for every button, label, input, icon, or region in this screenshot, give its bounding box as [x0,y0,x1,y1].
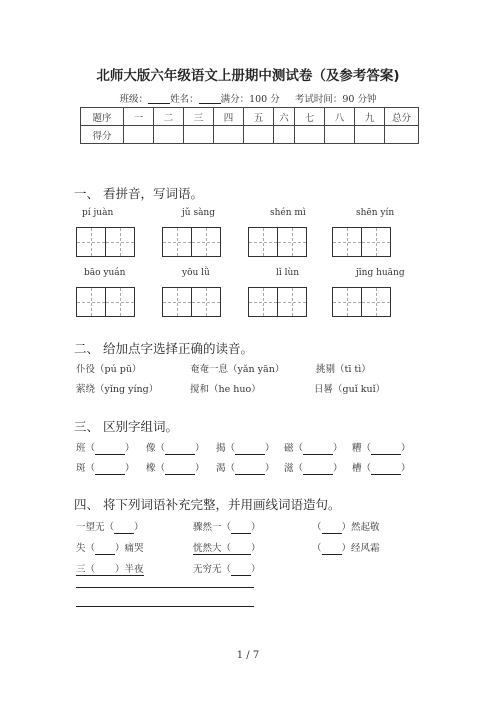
writing-grid[interactable] [162,287,221,317]
underlined-idiom [193,540,231,555]
score-cell[interactable] [154,126,184,144]
idiom-item [193,561,261,576]
reading-text: 役（pú pū） [85,364,142,375]
idiom-text: ） [251,522,261,533]
word-char: 滋（ [284,463,304,474]
idiom-item [312,540,380,555]
score-row [81,126,419,144]
grid-cell[interactable] [105,227,135,257]
idiom-item [312,519,380,534]
idiom-text: 一望无（ [76,522,115,533]
idiom-text: ）痛哭 [115,543,144,554]
grid-cell[interactable] [76,287,106,317]
idiom-text: 无穷无（ [193,564,232,575]
full-label: 满分：100 分 [220,94,280,105]
score-header-cell: 八 [325,108,355,126]
idiom-text: 三（ [76,564,96,575]
idiom-text: ）经风霜 [341,543,380,554]
answer-blank[interactable] [235,443,265,455]
grid-cell[interactable] [248,287,278,317]
word-item [76,460,135,475]
time-label: 考试时间：90 分钟 [294,94,377,105]
score-table [80,107,419,144]
reading-text: 剔（tī tì） [325,364,371,375]
word-item [76,440,135,455]
reading-text: 日 [314,384,324,395]
answer-blank[interactable] [371,463,401,475]
grid-cell[interactable] [191,227,221,257]
underlined-idiom [76,561,144,576]
pinyin-label: shēn yín [356,208,395,218]
idiom-text: ）半夜 [115,564,144,575]
word-item [284,440,343,455]
close-paren: ） [195,463,205,474]
answer-blank[interactable] [303,443,333,455]
answer-blank[interactable] [231,543,251,555]
reading-text: 和（he huo） [199,384,261,395]
section4-heading: 四、 将下列词语补充完整，并用画线词语造句。 [74,497,341,512]
score-header-cell: 六 [274,108,295,126]
grid-cell[interactable] [191,287,221,317]
grid-cell[interactable] [361,287,391,317]
answer-blank[interactable] [165,443,195,455]
word-char: 像（ [146,443,166,454]
grid-cell[interactable] [332,287,362,317]
word-char: 橡（ [146,463,166,474]
class-blank[interactable] [148,92,170,104]
grid-cell[interactable] [162,287,192,317]
close-paren: ） [125,443,135,454]
answer-blank[interactable] [165,463,195,475]
pinyin-label: lǐ lùn [276,268,300,278]
score-header-cell: 四 [214,108,244,126]
reading-item [76,361,141,375]
score-header-cell: 五 [244,108,274,126]
word-item [146,440,205,455]
answer-blank[interactable] [95,443,125,455]
word-char: 糟（ [352,443,372,454]
pinyin-label: jīng huāng [356,268,405,278]
pinyin-label: pí juàn [82,208,114,218]
pinyin-label: shén mì [270,208,306,218]
score-cell[interactable] [184,126,214,144]
pinyin-label: jǔ sàng [182,208,215,218]
close-paren: ） [333,463,343,474]
grid-cell[interactable] [76,227,106,257]
writing-grid[interactable] [248,287,307,317]
name-label: 姓名： [170,94,199,105]
reading-item [314,381,385,395]
close-paren: ） [195,443,205,454]
writing-grid[interactable] [248,227,307,257]
score-header-cell: 总分 [385,108,419,126]
close-paren: ） [265,443,275,454]
score-cell[interactable] [214,126,244,144]
word-char: 班（ [76,443,96,454]
section1-heading: 一、 看拼音，写词语。 [74,186,203,201]
score-cell[interactable] [124,126,154,144]
word-char: 槽（ [352,463,372,474]
pinyin-label: yōu lǜ [182,268,210,278]
answer-blank[interactable] [235,463,265,475]
idiom-text: （ [312,522,322,533]
writing-grid[interactable] [162,227,221,257]
grid-cell[interactable] [277,287,307,317]
score-header-cell: 一 [124,108,154,126]
idiom-item [76,519,144,534]
close-paren: ） [333,443,343,454]
idiom-text: ） [251,543,261,554]
grid-cell[interactable] [248,227,278,257]
reading-text: 仆 [76,364,86,375]
reading-text: 挑 [316,364,326,375]
reading-item [316,361,371,375]
sentence-line[interactable] [76,587,254,588]
answer-blank[interactable] [95,564,115,575]
score-row-label: 得分 [81,126,124,144]
word-char: 磁（ [284,443,304,454]
answer-blank[interactable] [322,522,342,534]
section3-heading: 三、 区别字组词。 [74,419,178,434]
score-header-cell: 三 [184,108,214,126]
score-cell[interactable] [274,126,295,144]
writing-grid[interactable] [332,227,391,257]
close-paren: ） [401,463,411,474]
score-cell[interactable] [355,126,385,144]
idiom-item [76,540,144,555]
answer-blank[interactable] [322,543,342,555]
idiom-text: 骤然一（ [193,522,232,533]
reading-text: 奄奄一 [190,364,219,375]
exam-info [0,91,496,105]
reading-text: 晷（guǐ kuǐ） [323,384,386,395]
grid-cell[interactable] [277,227,307,257]
idiom-item [76,561,144,576]
idiom-item [193,519,261,534]
answer-blank[interactable] [303,463,333,475]
idiom-text: 恍然大（ [193,543,232,554]
idiom-text: （ [312,543,322,554]
grid-cell[interactable] [105,287,135,317]
idiom-item [193,540,261,555]
reading-item [190,381,261,395]
writing-grid[interactable] [76,227,135,257]
grid-cell[interactable] [332,227,362,257]
reading-text: 息（yǎn yān） [218,364,285,375]
score-header-row [81,108,419,126]
reading-text: 萦 [76,384,86,395]
close-paren: ） [265,463,275,474]
writing-grid[interactable] [332,287,391,317]
close-paren: ） [125,463,135,474]
name-blank[interactable] [199,92,221,104]
answer-blank[interactable] [371,443,401,455]
answer-blank[interactable] [114,522,134,534]
idiom-text: ） [251,564,261,575]
writing-grid[interactable] [76,287,135,317]
score-header-cell: 题序 [81,108,124,126]
word-item [352,460,411,475]
score-cell[interactable] [244,126,274,144]
word-item [216,460,275,475]
reading-item [190,361,284,375]
reading-item [76,381,158,395]
word-char: 斑（ [76,463,96,474]
score-cell[interactable] [385,126,419,144]
class-label: 班级： [119,94,149,105]
word-item [352,440,411,455]
word-item [284,460,343,475]
answer-blank[interactable] [231,564,251,576]
page-title: 北师大版六年级语文上册期中测试卷（及参考答案) [96,68,400,84]
grid-cell[interactable] [162,227,192,257]
score-header-cell: 七 [295,108,325,126]
score-header-cell: 九 [355,108,385,126]
section2-heading: 二、 给加点字选择正确的读音。 [74,341,253,356]
answer-blank[interactable] [231,522,251,534]
grid-cell[interactable] [361,227,391,257]
idiom-text: ） [134,522,144,533]
word-item [216,440,275,455]
close-paren: ） [401,443,411,454]
answer-blank[interactable] [95,463,125,475]
word-char: 揭（ [216,443,236,454]
answer-blank[interactable] [95,543,115,555]
score-cell[interactable] [295,126,325,144]
reading-text: 搅 [190,384,200,395]
pinyin-label: bāo yuán [84,268,126,278]
idiom-text: ）然起敬 [341,522,380,533]
score-cell[interactable] [325,126,355,144]
reading-text: 绕（yǐng yíng） [85,384,159,395]
page-number: 1 / 7 [236,650,260,661]
sentence-line[interactable] [76,606,254,607]
word-char: 渴（ [216,463,236,474]
score-header-cell: 二 [154,108,184,126]
idiom-text: 失（ [76,543,96,554]
word-item [146,460,205,475]
